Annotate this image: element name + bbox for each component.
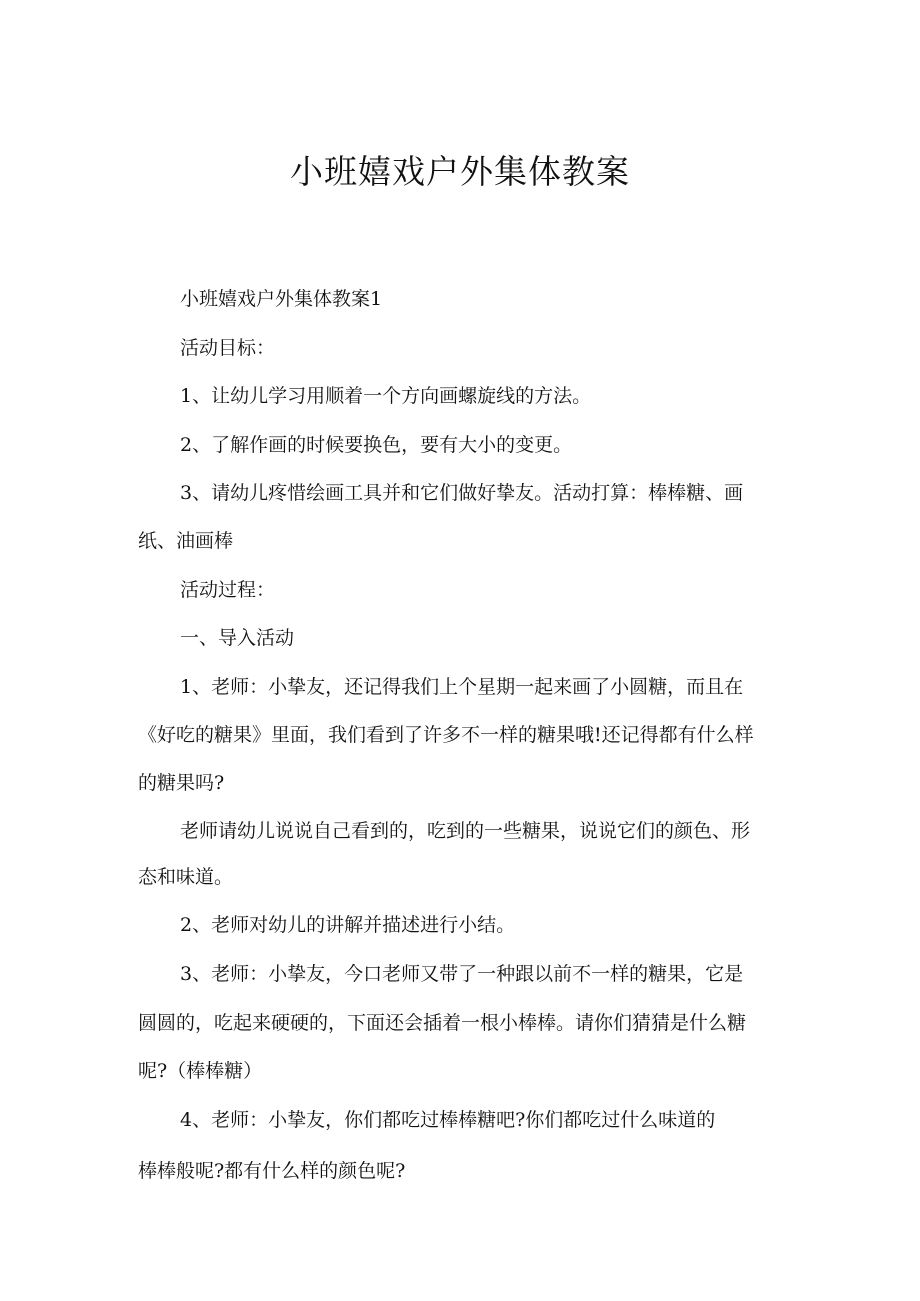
- paragraph-line: 2、了解作画的时候要换色，要有大小的变更。: [180, 434, 573, 456]
- paragraph-line: 《好吃的糖果》里面，我们看到了许多不一样的糖果哦!还记得都有什么样: [138, 724, 754, 746]
- paragraph-line: 老师请幼儿说说自己看到的，吃到的一些糖果，说说它们的颜色、形: [180, 820, 751, 842]
- paragraph-line: 纸、油画棒: [138, 530, 234, 552]
- paragraph-line: 态和味道。: [138, 866, 234, 888]
- paragraph-line: 棒棒般呢?都有什么样的颜色呢?: [138, 1160, 406, 1182]
- paragraph-line: 圆圆的，吃起来硬硬的，下面还会插着一根小棒棒。请你们猜猜是什么糖: [138, 1012, 747, 1034]
- paragraph-line: 1、让幼儿学习用顺着一个方向画螺旋线的方法。: [180, 385, 592, 407]
- paragraph-line: 活动目标：: [180, 337, 276, 359]
- paragraph-line: 的糖果吗?: [138, 772, 225, 794]
- paragraph-line: 1、老师：小挚友，还记得我们上个星期一起来画了小圆糖，而且在: [180, 676, 744, 698]
- paragraph-line: 呢?（棒棒糖）: [138, 1060, 263, 1082]
- paragraph-line: 一、导入活动: [180, 627, 295, 649]
- paragraph-line: 2、老师对幼儿的讲解并描述进行小结。: [180, 914, 516, 936]
- paragraph-line: 4、老师：小挚友，你们都吃过棒棒糖吧?你们都吃过什么味道的: [180, 1109, 716, 1131]
- paragraph-line: 活动过程：: [180, 579, 276, 601]
- paragraph-line: 3、请幼儿疼惜绘画工具并和它们做好挚友。活动打算：棒棒糖、画: [180, 482, 744, 504]
- paragraph-line: 3、老师：小挚友，今口老师又带了一种跟以前不一样的糖果，它是: [180, 963, 744, 985]
- section-heading: 小班嬉戏户外集体教案1: [180, 288, 383, 310]
- document-title: 小班嬉戏户外集体教案: [290, 152, 630, 191]
